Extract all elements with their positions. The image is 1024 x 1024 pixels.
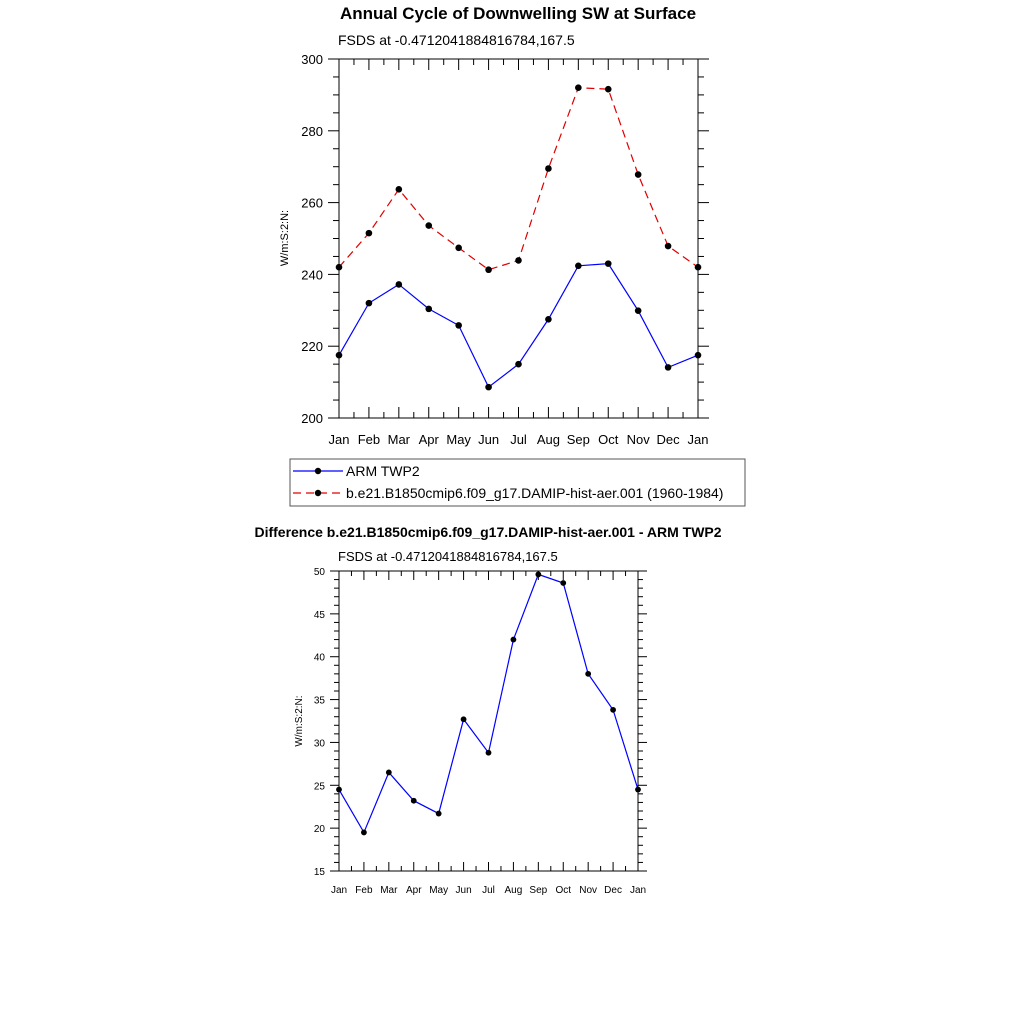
data-point (511, 637, 517, 643)
chart-subtitle: FSDS at -0.4712041884816784,167.5 (338, 549, 558, 564)
y-axis-label: W/m:S:2:N: (294, 695, 305, 747)
series-line-0 (339, 574, 638, 832)
data-point (411, 798, 417, 804)
plot-frame (339, 571, 638, 871)
data-point (436, 811, 442, 817)
data-point (455, 322, 462, 329)
data-point (366, 300, 373, 307)
x-tick-label: Oct (598, 432, 619, 447)
data-point (425, 222, 432, 229)
y-axis-label: W/m:S:2:N: (279, 209, 291, 267)
data-point (545, 165, 552, 172)
data-point (605, 86, 612, 93)
data-point (635, 787, 641, 793)
data-point (695, 264, 702, 271)
data-point (361, 830, 367, 836)
data-point (515, 361, 522, 368)
x-tick-label: Mar (380, 885, 398, 896)
x-tick-label: Jul (482, 885, 495, 896)
x-tick-label: Dec (604, 885, 622, 896)
data-point (336, 264, 343, 271)
x-tick-label: Nov (626, 432, 650, 447)
legend-label-arm: ARM TWP2 (346, 463, 420, 479)
data-point (585, 671, 591, 677)
x-tick-label: Jul (510, 432, 527, 447)
data-point (336, 787, 342, 793)
x-tick-label: Feb (355, 885, 373, 896)
difference-chart (254, 524, 721, 896)
legend-marker-arm (315, 468, 321, 474)
x-tick-label: May (446, 432, 471, 447)
x-tick-label: Apr (418, 432, 439, 447)
series-line-1 (339, 88, 698, 270)
x-tick-label: Sep (529, 885, 548, 896)
data-point (635, 171, 642, 178)
data-point (575, 84, 582, 91)
data-point (515, 257, 522, 264)
data-point (535, 572, 541, 578)
data-point (425, 306, 432, 313)
data-point (366, 230, 373, 237)
data-point (336, 352, 343, 359)
chart-title: Difference b.e21.B1850cmip6.f09_g17.DAMIP-hist-aer.001 - ARM TWP2 (254, 524, 722, 540)
data-point (386, 770, 392, 776)
y-tick-label: 35 (313, 695, 325, 707)
series-line-0 (339, 264, 698, 388)
y-tick-label: 30 (313, 738, 325, 750)
y-tick-label: 50 (313, 567, 325, 578)
y-tick-label: 25 (313, 781, 325, 793)
annual-cycle-chart (279, 4, 709, 447)
x-tick-label: May (429, 885, 449, 896)
y-tick-label: 200 (301, 411, 323, 426)
x-tick-label: Jan (330, 885, 348, 896)
data-point (486, 750, 492, 756)
x-tick-label: Jan (629, 885, 647, 896)
y-tick-label: 240 (301, 267, 323, 283)
x-tick-label: Aug (536, 432, 560, 447)
plot-area (314, 567, 647, 896)
legend (290, 459, 745, 506)
x-tick-label: Jun (455, 885, 472, 896)
x-tick-label: Oct (555, 885, 572, 896)
data-point (485, 384, 492, 391)
x-tick-label: Nov (579, 885, 598, 896)
y-tick-label: 300 (301, 52, 323, 67)
x-tick-label: Jan (687, 432, 709, 447)
data-point (560, 580, 566, 586)
x-tick-label: Dec (656, 432, 680, 447)
data-point (635, 307, 642, 314)
plot-area (301, 52, 709, 447)
y-tick-label: 20 (313, 824, 325, 836)
x-tick-label: Mar (387, 432, 411, 447)
data-point (455, 245, 462, 252)
x-tick-label: Feb (357, 432, 381, 447)
chart-title: Annual Cycle of Downwelling SW at Surface (339, 4, 697, 23)
data-point (461, 716, 467, 722)
data-point (575, 262, 582, 269)
series-group (336, 572, 641, 836)
x-tick-label: Sep (566, 432, 590, 447)
legend-label-model: b.e21.B1850cmip6.f09_g17.DAMIP-hist-aer.001 (1960-1984) (346, 485, 724, 501)
data-point (695, 352, 702, 359)
data-point (605, 260, 612, 267)
data-point (396, 281, 403, 288)
x-tick-label: Jan (328, 432, 350, 447)
y-tick-label: 40 (313, 652, 325, 664)
legend-marker-model (315, 490, 321, 496)
y-tick-label: 220 (301, 339, 323, 355)
y-tick-label: 260 (301, 195, 323, 211)
data-point (665, 243, 672, 250)
y-tick-label: 45 (313, 609, 325, 621)
data-point (610, 707, 616, 713)
data-point (545, 316, 552, 323)
data-point (665, 364, 672, 371)
data-point (485, 266, 492, 273)
data-point (396, 186, 403, 193)
x-tick-label: Aug (504, 885, 523, 896)
series-group (336, 84, 702, 390)
y-tick-label: 15 (313, 867, 325, 878)
chart-subtitle: FSDS at -0.4712041884816784,167.5 (338, 32, 575, 48)
x-tick-label: Jun (478, 432, 500, 447)
y-tick-label: 280 (301, 123, 323, 139)
x-tick-label: Apr (405, 885, 422, 896)
